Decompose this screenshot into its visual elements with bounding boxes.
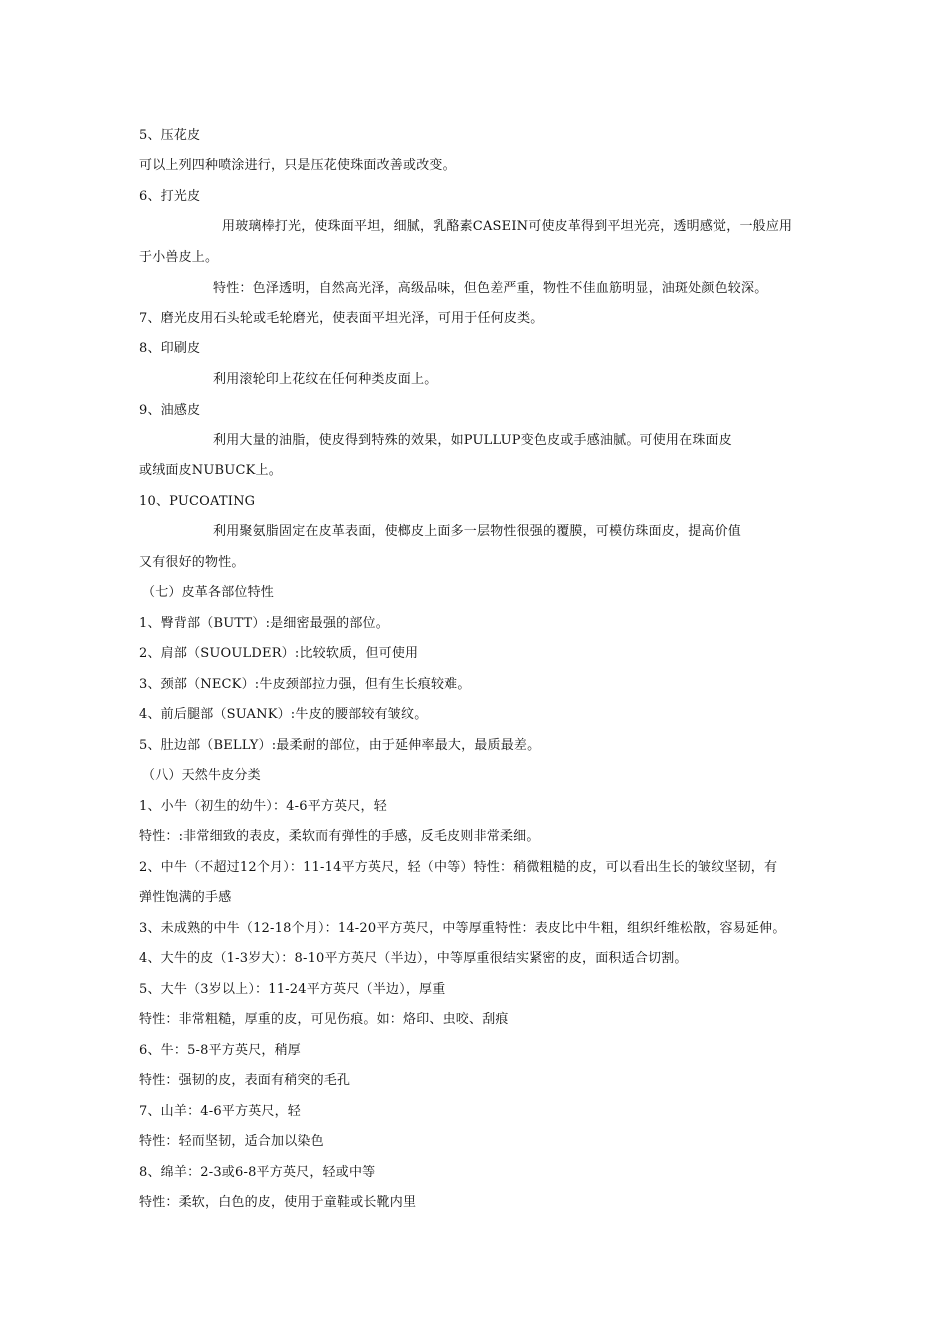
list-item: 4、大牛的皮（1-3岁大）：8-10平方英尺（半边），中等厚重很结实紧密的皮，面积适合切割。 [139, 951, 688, 966]
paragraph-line: 特性：柔软，白色的皮，使用于童鞋或长靴内里 [139, 1195, 417, 1210]
heading-7-buffed-leather: 7、磨光皮用石头轮或毛轮磨光，使表面平坦光泽，可用于任何皮类。 [139, 311, 544, 326]
paragraph-line: 利用聚氨脂固定在皮革表面，使榔皮上面多一层物性很强的覆膜，可模仿珠面皮，提高价值 [213, 524, 742, 539]
heading-9-oily-leather: 9、油感皮 [139, 403, 201, 418]
paragraph-line: 用玻璃棒打光，使珠面平坦，细腻，乳酪素CASEIN可使皮革得到平坦光亮，透明感觉，一般应用 [222, 219, 793, 234]
list-item: 5、大牛（3岁以上）：11-24平方英尺（半边），厚重 [139, 982, 446, 997]
paragraph-line: 又有很好的物性。 [139, 555, 245, 570]
heading-8-printed-leather: 8、印刷皮 [139, 341, 201, 356]
heading-10-pucoating: 10、PUCOATING [139, 494, 256, 509]
section-heading-8: （八）天然牛皮分类 [142, 768, 261, 783]
paragraph-line: 特性：非常粗糙，厚重的皮，可见伤痕。如：烙印、虫咬、刮痕 [139, 1012, 509, 1027]
paragraph-line: 特性：轻而坚韧，适合加以染色 [139, 1134, 324, 1149]
paragraph-line: 于小兽皮上。 [139, 250, 219, 265]
heading-6-polished-leather: 6、打光皮 [139, 189, 201, 204]
paragraph-line: 可以上列四种喷涂进行，只是压花使珠面改善或改变。 [139, 158, 456, 173]
list-item: 6、牛：5-8平方英尺，稍厚 [139, 1043, 302, 1058]
list-item: 8、绵羊：2-3或6-8平方英尺，轻或中等 [139, 1165, 376, 1180]
paragraph-line: 特性：:非常细致的表皮，柔软而有弹性的手感，反毛皮则非常柔细。 [139, 829, 540, 844]
paragraph-line: 利用滚轮印上花纹在任何种类皮面上。 [213, 372, 438, 387]
paragraph-line: 特性：色泽透明，自然高光泽，高级品味，但色差严重，物性不佳血筋明显，油斑处颜色较深。 [213, 281, 768, 296]
section-heading-7: （七）皮革各部位特性 [142, 585, 275, 600]
paragraph-line: 弹性饱满的手感 [139, 890, 232, 905]
heading-5-embossed-leather: 5、压花皮 [139, 128, 201, 143]
list-item: 3、颈部（NECK）:牛皮颈部拉力强，但有生长痕较难。 [139, 677, 471, 692]
paragraph-line: 特性：强韧的皮，表面有稍突的毛孔 [139, 1073, 351, 1088]
list-item: 5、肚边部（BELLY）:最柔耐的部位，由于延伸率最大，最质最差。 [139, 738, 541, 753]
list-item: 7、山羊：4-6平方英尺，轻 [139, 1104, 302, 1119]
paragraph-line: 或绒面皮NUBUCK上。 [139, 463, 282, 478]
list-item: 2、肩部（SUOULDER）:比较软质，但可使用 [139, 646, 419, 661]
list-item: 1、小牛（初生的幼牛）：4-6平方英尺，轻 [139, 799, 387, 814]
list-item: 2、中牛（不超过12个月）：11-14平方英尺，轻（中等）特性：稍微粗糙的皮，可以看出生长的皱纹坚韧，有 [139, 860, 778, 875]
list-item: 4、前后腿部（SUANK）:牛皮的腰部较有皱纹。 [139, 707, 428, 722]
list-item: 1、臀背部（BUTT）:是细密最强的部位。 [139, 616, 389, 631]
list-item: 3、未成熟的中牛（12-18个月）：14-20平方英尺，中等厚重特性：表皮比中牛粗，组织纤维松散，容易延伸。 [139, 921, 786, 936]
paragraph-line: 利用大量的油脂，使皮得到特殊的效果，如PULLUP变色皮或手感油腻。可使用在珠面皮 [213, 433, 732, 448]
